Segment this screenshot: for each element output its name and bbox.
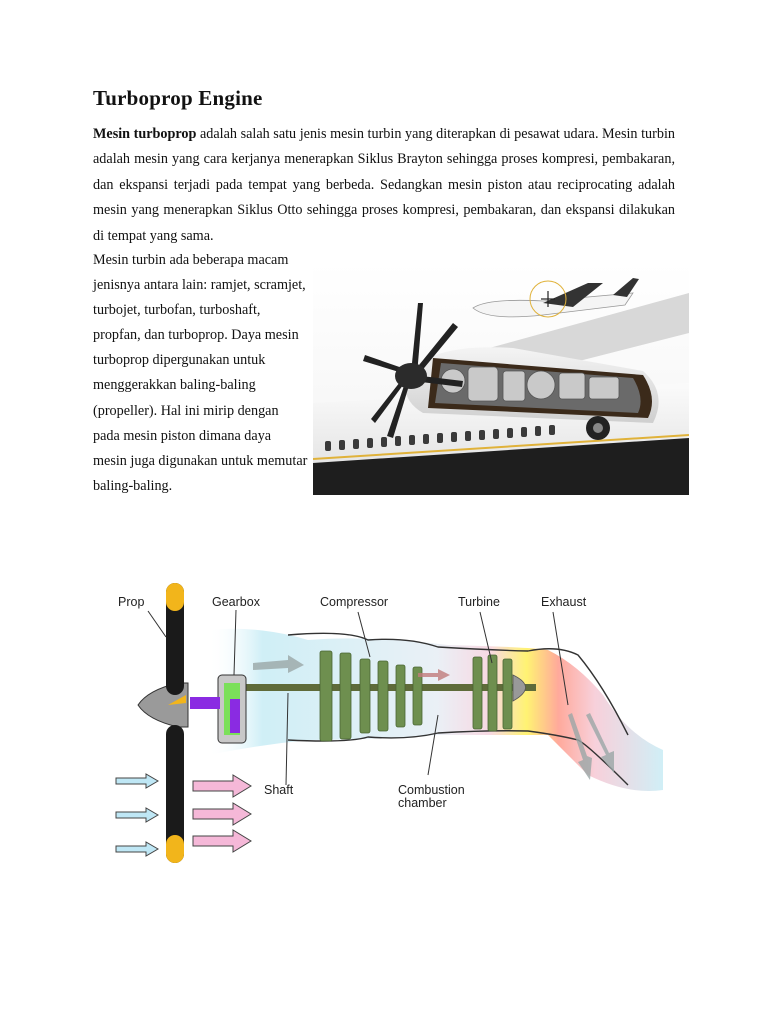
thrust-arrows xyxy=(193,775,251,852)
turbine-blades xyxy=(473,655,512,731)
label-shaft: Shaft xyxy=(264,783,294,797)
label-exhaust: Exhaust xyxy=(541,595,587,609)
inflow-arrows xyxy=(116,774,158,856)
label-gearbox: Gearbox xyxy=(212,595,260,609)
turboprop-cutaway-photo xyxy=(313,263,689,495)
document-title: Turboprop Engine xyxy=(93,86,263,110)
side-paragraph: Mesin turbin ada beberapa macam jenisnya antara lain: ramjet, scramjet, turbojet, turbofan, turboshaft, propfan, dan turboprop. Daya mesin turboprop dipergunakan untuk menggerakkan baling-baling (propeller). Hal ini mirip dengan pada mesin piston dimana daya mesin juga digunakan untuk memutar baling-baling. xyxy=(93,252,308,494)
intro-bold-term: Mesin turboprop xyxy=(93,126,197,142)
prop-shaft xyxy=(190,697,220,709)
label-prop: Prop xyxy=(118,595,145,609)
intro-text: adalah salah satu jenis mesin turbin yang diterapkan di pesawat udara. Mesin turbin adalah mesin yang cara kerjanya menerapkan Siklus Brayton sehingga proses kompresi, pembakaran, dan ekspansi terjadi pada tempat yang berbeda. Sedangkan mesin piston atau reciprocating adalah mesin yang menerapkan Siklus Otto sehingga proses kompresi, pembakaran, dan ekspansi dilakukan di tempat yang sama. xyxy=(93,126,675,244)
turboprop-schematic xyxy=(108,575,668,870)
label-combustion-2: chamber xyxy=(398,796,447,810)
label-compressor: Compressor xyxy=(320,595,389,609)
turboprop-diagram xyxy=(108,575,668,870)
airflow-channel xyxy=(208,629,663,791)
label-turbine: Turbine xyxy=(458,595,500,609)
intro-paragraph xyxy=(93,122,675,249)
cutaway-illustration xyxy=(313,263,689,495)
label-combustion-1: Combustion xyxy=(398,783,465,797)
